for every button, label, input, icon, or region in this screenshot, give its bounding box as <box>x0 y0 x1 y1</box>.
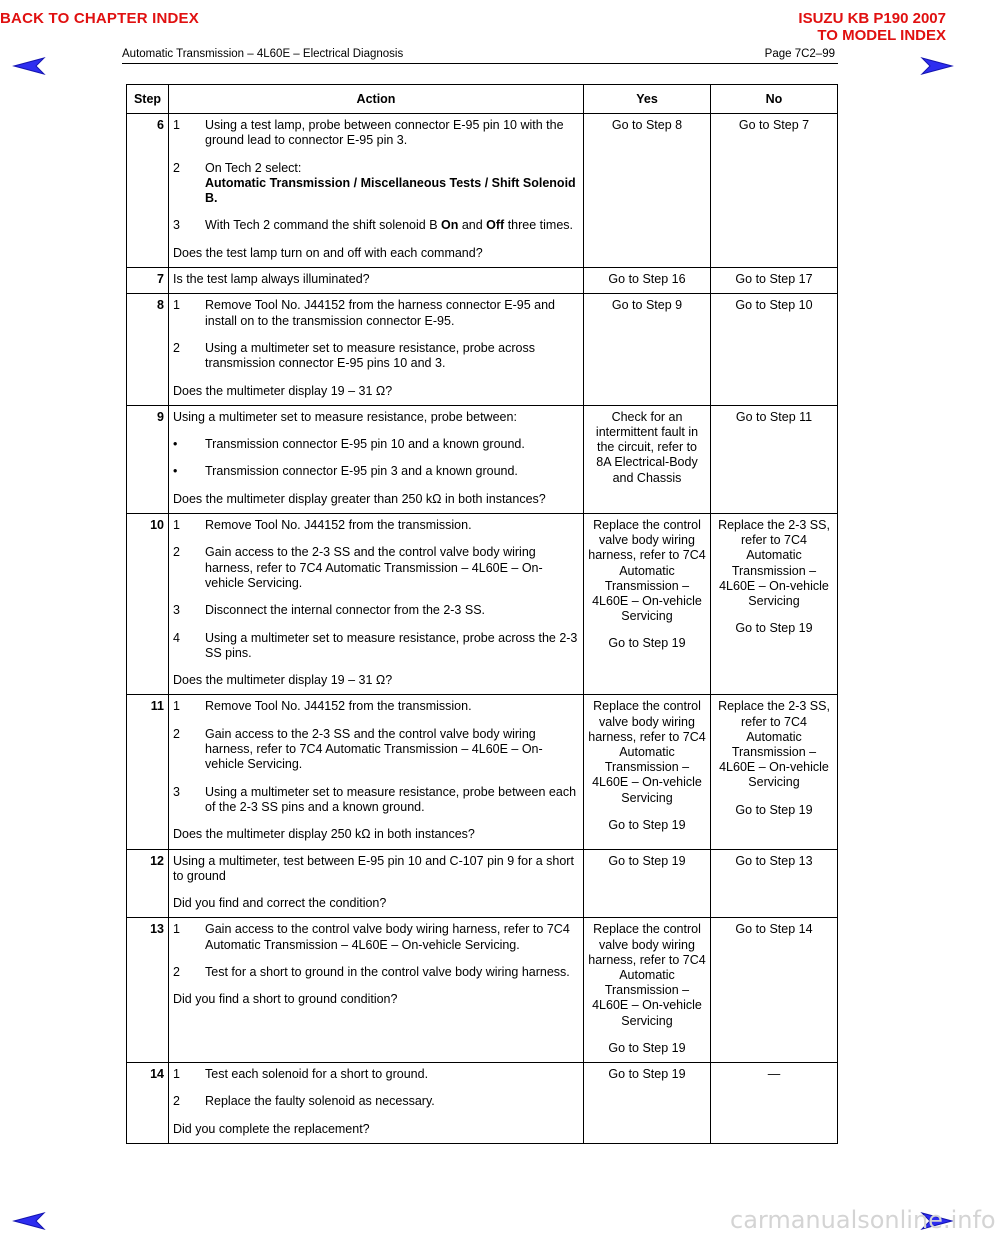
previous-page-arrow-icon[interactable] <box>14 57 54 77</box>
substep-number: 2 <box>173 726 180 741</box>
step-intro: Using a multimeter, test between E-95 pin 10 and C-107 pin 9 for a short to ground <box>173 853 574 883</box>
watermark: carmanualsonline.info <box>730 1206 996 1234</box>
back-to-chapter-index-link[interactable]: BACK TO CHAPTER INDEX <box>0 10 199 27</box>
step-action <box>169 1063 584 1144</box>
previous-page-arrow-icon-bottom[interactable] <box>14 1212 54 1232</box>
step-question: Does the multimeter display 250 kΩ in both instances? <box>173 827 475 842</box>
substep-number: 2 <box>173 340 180 355</box>
off-keyword: Off <box>486 218 505 233</box>
substep-text: Using a multimeter set to measure resistance, probe across the 2-3 SS pins. <box>205 630 578 660</box>
yes-note: Replace the control valve body wiring harness, refer to 7C4 Automatic Transmission – 4L60E – On-vehicle Servicing <box>588 518 706 624</box>
yes-note: Replace the control valve body wiring harness, refer to 7C4 Automatic Transmission – 4L60E – On-vehicle Servicing <box>588 699 706 805</box>
table-row <box>127 268 838 294</box>
substep-number: 2 <box>173 1094 180 1109</box>
substep-number: 3 <box>173 784 180 799</box>
step-number: 14 <box>127 1063 169 1144</box>
tech2-menu-path: Automatic Transmission / Miscellaneous Tests / Shift Solenoid B. <box>205 175 576 206</box>
table-row <box>127 514 838 695</box>
step-question: Does the test lamp turn on and off with each command? <box>173 245 483 260</box>
substep-text: Gain access to the 2-3 SS and the control valve body wiring harness, refer to 7C4 Automatic Transmission – 4L60E – On-vehicle Servicing. <box>205 545 543 590</box>
yes-goto: Go to Step 19 <box>608 1040 686 1055</box>
yes-goto: Go to Step 19 <box>608 636 686 651</box>
step-number: 11 <box>127 695 169 849</box>
step-question: Did you find and correct the condition? <box>173 896 387 911</box>
col-no-header: No <box>711 85 838 114</box>
yes-result: Go to Step 19 <box>584 849 711 918</box>
substep-text: Replace the faulty solenoid as necessary. <box>205 1094 435 1109</box>
substep-number: 1 <box>173 298 180 313</box>
substep-text: three times. <box>504 218 574 233</box>
step-number: 9 <box>127 405 169 513</box>
substep-number: 1 <box>173 922 180 937</box>
model-title[interactable]: ISUZU KB P190 2007 <box>798 10 946 27</box>
substep-text: Using a multimeter set to measure resistance, probe between each of the 2-3 SS pins and a known ground. <box>205 784 577 814</box>
col-action-header: Action <box>169 85 584 114</box>
yes-result: Check for an intermittent fault in the circuit, refer to 8A Electrical-Body and Chassis <box>584 405 711 513</box>
step-number: 8 <box>127 294 169 405</box>
step-action <box>169 405 584 513</box>
step-question: Did you find a short to ground condition? <box>173 992 398 1007</box>
substep-number: 3 <box>173 218 180 233</box>
substep-text: Using a multimeter set to measure resistance, probe across transmission connector E-95 pins 10 and 3. <box>205 340 535 371</box>
bullet-text: Transmission connector E-95 pin 10 and a known ground. <box>205 437 525 452</box>
step-action <box>169 695 584 849</box>
step-number: 7 <box>127 268 169 294</box>
step-action <box>169 849 584 918</box>
yes-result: Go to Step 9 <box>584 294 711 405</box>
table-row <box>127 918 838 1063</box>
step-number: 6 <box>127 114 169 268</box>
yes-result <box>584 514 711 695</box>
substep-number: 4 <box>173 630 180 645</box>
substep-text: Remove Tool No. J44152 from the harness connector E-95 and install on to the transmission connector E-95. <box>205 298 555 328</box>
step-number: 12 <box>127 849 169 918</box>
step-question: Does the multimeter display 19 – 31 Ω? <box>173 383 393 398</box>
substep-number: 1 <box>173 1067 180 1082</box>
step-action <box>169 514 584 695</box>
substep-text: and <box>458 218 487 233</box>
no-result: Go to Step 13 <box>711 849 838 918</box>
col-yes-header: Yes <box>584 85 711 114</box>
step-question: Does the multimeter display 19 – 31 Ω? <box>173 673 393 688</box>
step-action <box>169 114 584 268</box>
diagnostic-steps-table <box>126 84 838 1144</box>
no-result: Go to Step 7 <box>711 114 838 268</box>
bullet-icon: • <box>173 437 178 452</box>
on-keyword: On <box>441 218 459 233</box>
substep-text: Disconnect the internal connector from the 2-3 SS. <box>205 603 486 618</box>
step-intro: Using a multimeter set to measure resistance, probe between: <box>173 409 517 424</box>
table-row <box>127 405 838 513</box>
table-row <box>127 1063 838 1144</box>
no-result: Go to Step 17 <box>711 268 838 294</box>
table-row <box>127 114 838 268</box>
table-header-row <box>127 85 838 114</box>
no-goto: Go to Step 19 <box>735 621 813 636</box>
next-page-arrow-icon[interactable] <box>920 57 960 77</box>
page-header-title: Automatic Transmission – 4L60E – Electrical Diagnosis <box>122 48 404 60</box>
step-question: Does the multimeter display greater than 250 kΩ in both instances? <box>173 491 546 506</box>
step-action <box>169 294 584 405</box>
page-number: Page 7C2–99 <box>764 48 835 60</box>
no-note: Replace the 2-3 SS, refer to 7C4 Automatic Transmission – 4L60E – On-vehicle Servicing <box>718 518 830 609</box>
yes-note: Replace the control valve body wiring harness, refer to 7C4 Automatic Transmission – 4L60E – On-vehicle Servicing <box>588 922 706 1028</box>
step-action <box>169 268 584 294</box>
substep-text: Using a test lamp, probe between connector E-95 pin 10 with the ground lead to connector E-95 pin 3. <box>205 118 564 148</box>
no-note: Replace the 2-3 SS, refer to 7C4 Automatic Transmission – 4L60E – On-vehicle Servicing <box>718 699 830 790</box>
substep-number: 2 <box>173 964 180 979</box>
step-number: 10 <box>127 514 169 695</box>
no-result <box>711 514 838 695</box>
no-result: — <box>711 1063 838 1144</box>
yes-result <box>584 918 711 1063</box>
substep-text: Gain access to the control valve body wiring harness, refer to 7C4 Automatic Transmission – 4L60E – On-vehicle Servicing. <box>205 922 570 952</box>
substep-text: Remove Tool No. J44152 from the transmission. <box>205 518 472 533</box>
substep-number: 1 <box>173 518 180 533</box>
yes-result: Go to Step 8 <box>584 114 711 268</box>
yes-result: Go to Step 16 <box>584 268 711 294</box>
yes-result <box>584 695 711 849</box>
no-result <box>711 695 838 849</box>
model-index-link[interactable] <box>798 10 946 44</box>
substep-number: 1 <box>173 118 180 132</box>
bullet-text: Transmission connector E-95 pin 3 and a known ground. <box>205 464 518 479</box>
substep-text: On Tech 2 select: <box>205 160 302 175</box>
table-row <box>127 849 838 918</box>
yes-goto: Go to Step 19 <box>608 817 686 832</box>
no-goto: Go to Step 19 <box>735 802 813 817</box>
col-step-header: Step <box>127 85 169 114</box>
substep-text: Test each solenoid for a short to ground. <box>205 1067 429 1082</box>
no-result: Go to Step 14 <box>711 918 838 1063</box>
to-model-index[interactable]: TO MODEL INDEX <box>817 27 946 44</box>
no-result: Go to Step 10 <box>711 294 838 405</box>
step-number: 13 <box>127 918 169 1063</box>
table-row <box>127 695 838 849</box>
step-action <box>169 918 584 1063</box>
table-row <box>127 294 838 405</box>
no-result: Go to Step 11 <box>711 405 838 513</box>
substep-text: Gain access to the 2-3 SS and the control valve body wiring harness, refer to 7C4 Automatic Transmission – 4L60E – On-vehicle Servicing. <box>205 726 543 772</box>
substep-text: With Tech 2 command the shift solenoid B <box>205 218 441 233</box>
step-question: Is the test lamp always illuminated? <box>173 272 370 287</box>
substep-number: 3 <box>173 603 180 618</box>
step-question: Did you complete the replacement? <box>173 1121 370 1136</box>
substep-number: 2 <box>173 545 180 560</box>
bullet-icon: • <box>173 464 178 479</box>
substep-number: 2 <box>173 160 180 175</box>
substep-number: 1 <box>173 699 180 714</box>
substep-text: Remove Tool No. J44152 from the transmission. <box>205 699 472 714</box>
substep-text: Test for a short to ground in the control valve body wiring harness. <box>205 964 570 979</box>
header-divider <box>122 63 838 64</box>
yes-result: Go to Step 19 <box>584 1063 711 1144</box>
